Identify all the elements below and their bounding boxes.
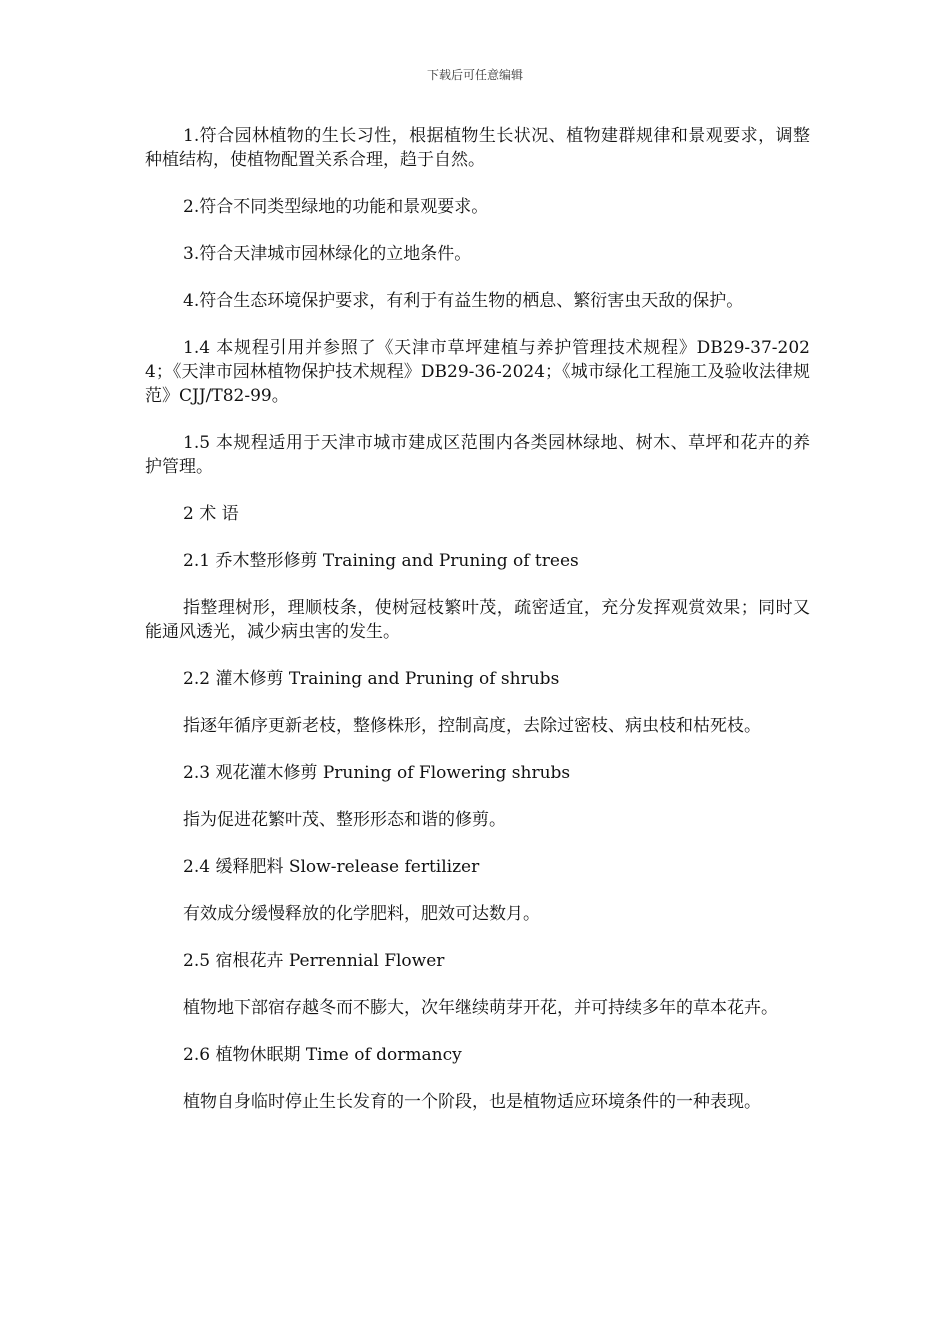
term-2-6-definition: 植物自身临时停止生长发育的一个阶段，也是植物适应环境条件的一种表现。 [183, 1092, 761, 1112]
clause-1-4: 1.4 本规程引用并参照了《天津市草坪建植与养护管理技术规程》DB29-37-2024；《天津市园林植物保护技术规程》DB29-36-2024；《城市绿化工程施工及验收法律规范》CJJ/T82-99。 [145, 338, 810, 406]
term-2-6-title: 2.6 植物休眠期 Time of dormancy [183, 1045, 462, 1065]
document-body [145, 124, 810, 1137]
term-2-1-title: 2.1 乔木整形修剪 Training and Pruning of trees [183, 551, 579, 571]
term-2-3-definition: 指为促进花繁叶茂、整形形态和谐的修剪。 [183, 810, 506, 830]
term-2-4-definition: 有效成分缓慢释放的化学肥料，肥效可达数月。 [183, 904, 540, 924]
section-heading-terms: 2 术 语 [183, 504, 239, 524]
clause-item-2: 2.符合不同类型绿地的功能和景观要求。 [183, 197, 489, 217]
clause-item-4: 4.符合生态环境保护要求，有利于有益生物的栖息、繁衍害虫天敌的保护。 [183, 291, 744, 311]
clause-item-3: 3.符合天津城市园林绿化的立地条件。 [183, 244, 472, 264]
clause-item-1: 1.符合园林植物的生长习性，根据植物生长状况、植物建群规律和景观要求，调整种植结构，使植物配置关系合理，趋于自然。 [145, 126, 810, 170]
clause-1-5: 1.5 本规程适用于天津市城市建成区范围内各类园林绿地、树木、草坪和花卉的养护管理。 [145, 433, 810, 477]
term-2-1-definition: 指整理树形，理顺枝条，使树冠枝繁叶茂，疏密适宜，充分发挥观赏效果；同时又能通风透光，减少病虫害的发生。 [145, 598, 810, 642]
term-2-2-definition: 指逐年循序更新老枝，整修株形，控制高度，去除过密枝、病虫枝和枯死枝。 [183, 716, 761, 736]
term-2-2-title: 2.2 灌木修剪 Training and Pruning of shrubs [183, 669, 560, 689]
term-2-5-title: 2.5 宿根花卉 Perrennial Flower [183, 951, 445, 971]
term-2-5-definition: 植物地下部宿存越冬而不膨大，次年继续萌芽开花，并可持续多年的草本花卉。 [183, 998, 778, 1018]
term-2-4-title: 2.4 缓释肥料 Slow-release fertilizer [183, 857, 480, 877]
term-2-3-title: 2.3 观花灌木修剪 Pruning of Flowering shrubs [183, 763, 571, 783]
page-header-note: 下载后可任意编辑 [426, 68, 523, 82]
